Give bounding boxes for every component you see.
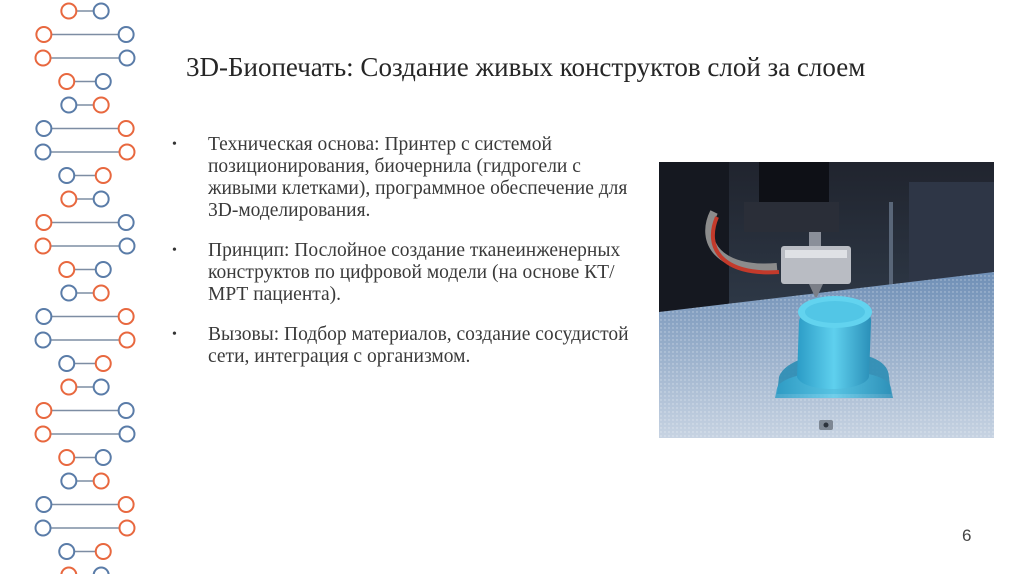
dna-node — [119, 521, 134, 536]
dna-node — [36, 427, 51, 442]
dna-node — [36, 497, 51, 512]
bullet-item-technical — [172, 134, 652, 222]
bullet-text: Принцип: Послойное создание тканеинженерных конструктов по цифровой модели (на основе КТ/МРТ пациента). — [208, 240, 621, 305]
dna-node — [61, 192, 76, 207]
dna-node — [96, 450, 111, 465]
dna-node — [61, 568, 76, 574]
bullet-icon: • — [172, 243, 177, 258]
dna-node — [96, 544, 111, 559]
dna-node — [94, 192, 109, 207]
dna-node — [119, 309, 134, 324]
bullet-item-challenges — [172, 324, 652, 368]
bullet-text: Техническая основа: Принтер с системой позиционирования, биочернила (гидрогели с живыми клетками), программное обеспечение для 3D-моделирования. — [208, 134, 628, 221]
dna-node — [94, 4, 109, 19]
dna-node — [94, 286, 109, 301]
dna-node — [61, 98, 76, 113]
dna-node — [94, 474, 109, 489]
dna-node — [36, 51, 51, 66]
dna-node — [119, 497, 134, 512]
dna-node — [61, 474, 76, 489]
dna-node — [119, 27, 134, 42]
dna-node — [119, 403, 134, 418]
bullet-list — [172, 134, 652, 386]
bullet-icon: • — [172, 327, 177, 342]
dna-node — [94, 380, 109, 395]
dna-node — [96, 262, 111, 277]
dna-node — [96, 74, 111, 89]
bioprinter-photo — [659, 162, 994, 438]
dna-node — [119, 215, 134, 230]
bullet-item-principle — [172, 240, 652, 306]
dna-node — [119, 121, 134, 136]
dna-node — [119, 51, 134, 66]
dna-node — [36, 121, 51, 136]
bioprinter-illustration — [659, 162, 994, 438]
dna-node — [59, 74, 74, 89]
dna-node — [119, 427, 134, 442]
dna-node — [96, 168, 111, 183]
bullet-icon: • — [172, 137, 177, 152]
dna-node — [36, 27, 51, 42]
dna-node — [94, 98, 109, 113]
dna-node — [96, 356, 111, 371]
dna-node — [59, 356, 74, 371]
dna-node — [61, 286, 76, 301]
dna-node — [36, 239, 51, 254]
page-number: 6 — [962, 526, 972, 545]
dna-node — [59, 168, 74, 183]
slide-title: 3D-Биопечать: Создание живых конструктов слой за слоем — [186, 52, 866, 82]
dna-node — [94, 568, 109, 574]
dna-node — [36, 309, 51, 324]
dna-node — [59, 262, 74, 277]
dna-node — [119, 333, 134, 348]
dna-node — [36, 521, 51, 536]
bullet-text: Вызовы: Подбор материалов, создание сосудистой сети, интеграция с организмом. — [208, 324, 629, 367]
dna-node — [59, 450, 74, 465]
dna-node — [61, 380, 76, 395]
dna-node — [119, 239, 134, 254]
dna-node — [36, 333, 51, 348]
dna-node — [36, 215, 51, 230]
dna-node — [36, 403, 51, 418]
dna-node — [61, 4, 76, 19]
dna-node — [119, 145, 134, 160]
dna-helix-decoration — [0, 0, 170, 574]
dna-node — [36, 145, 51, 160]
dna-node — [59, 544, 74, 559]
